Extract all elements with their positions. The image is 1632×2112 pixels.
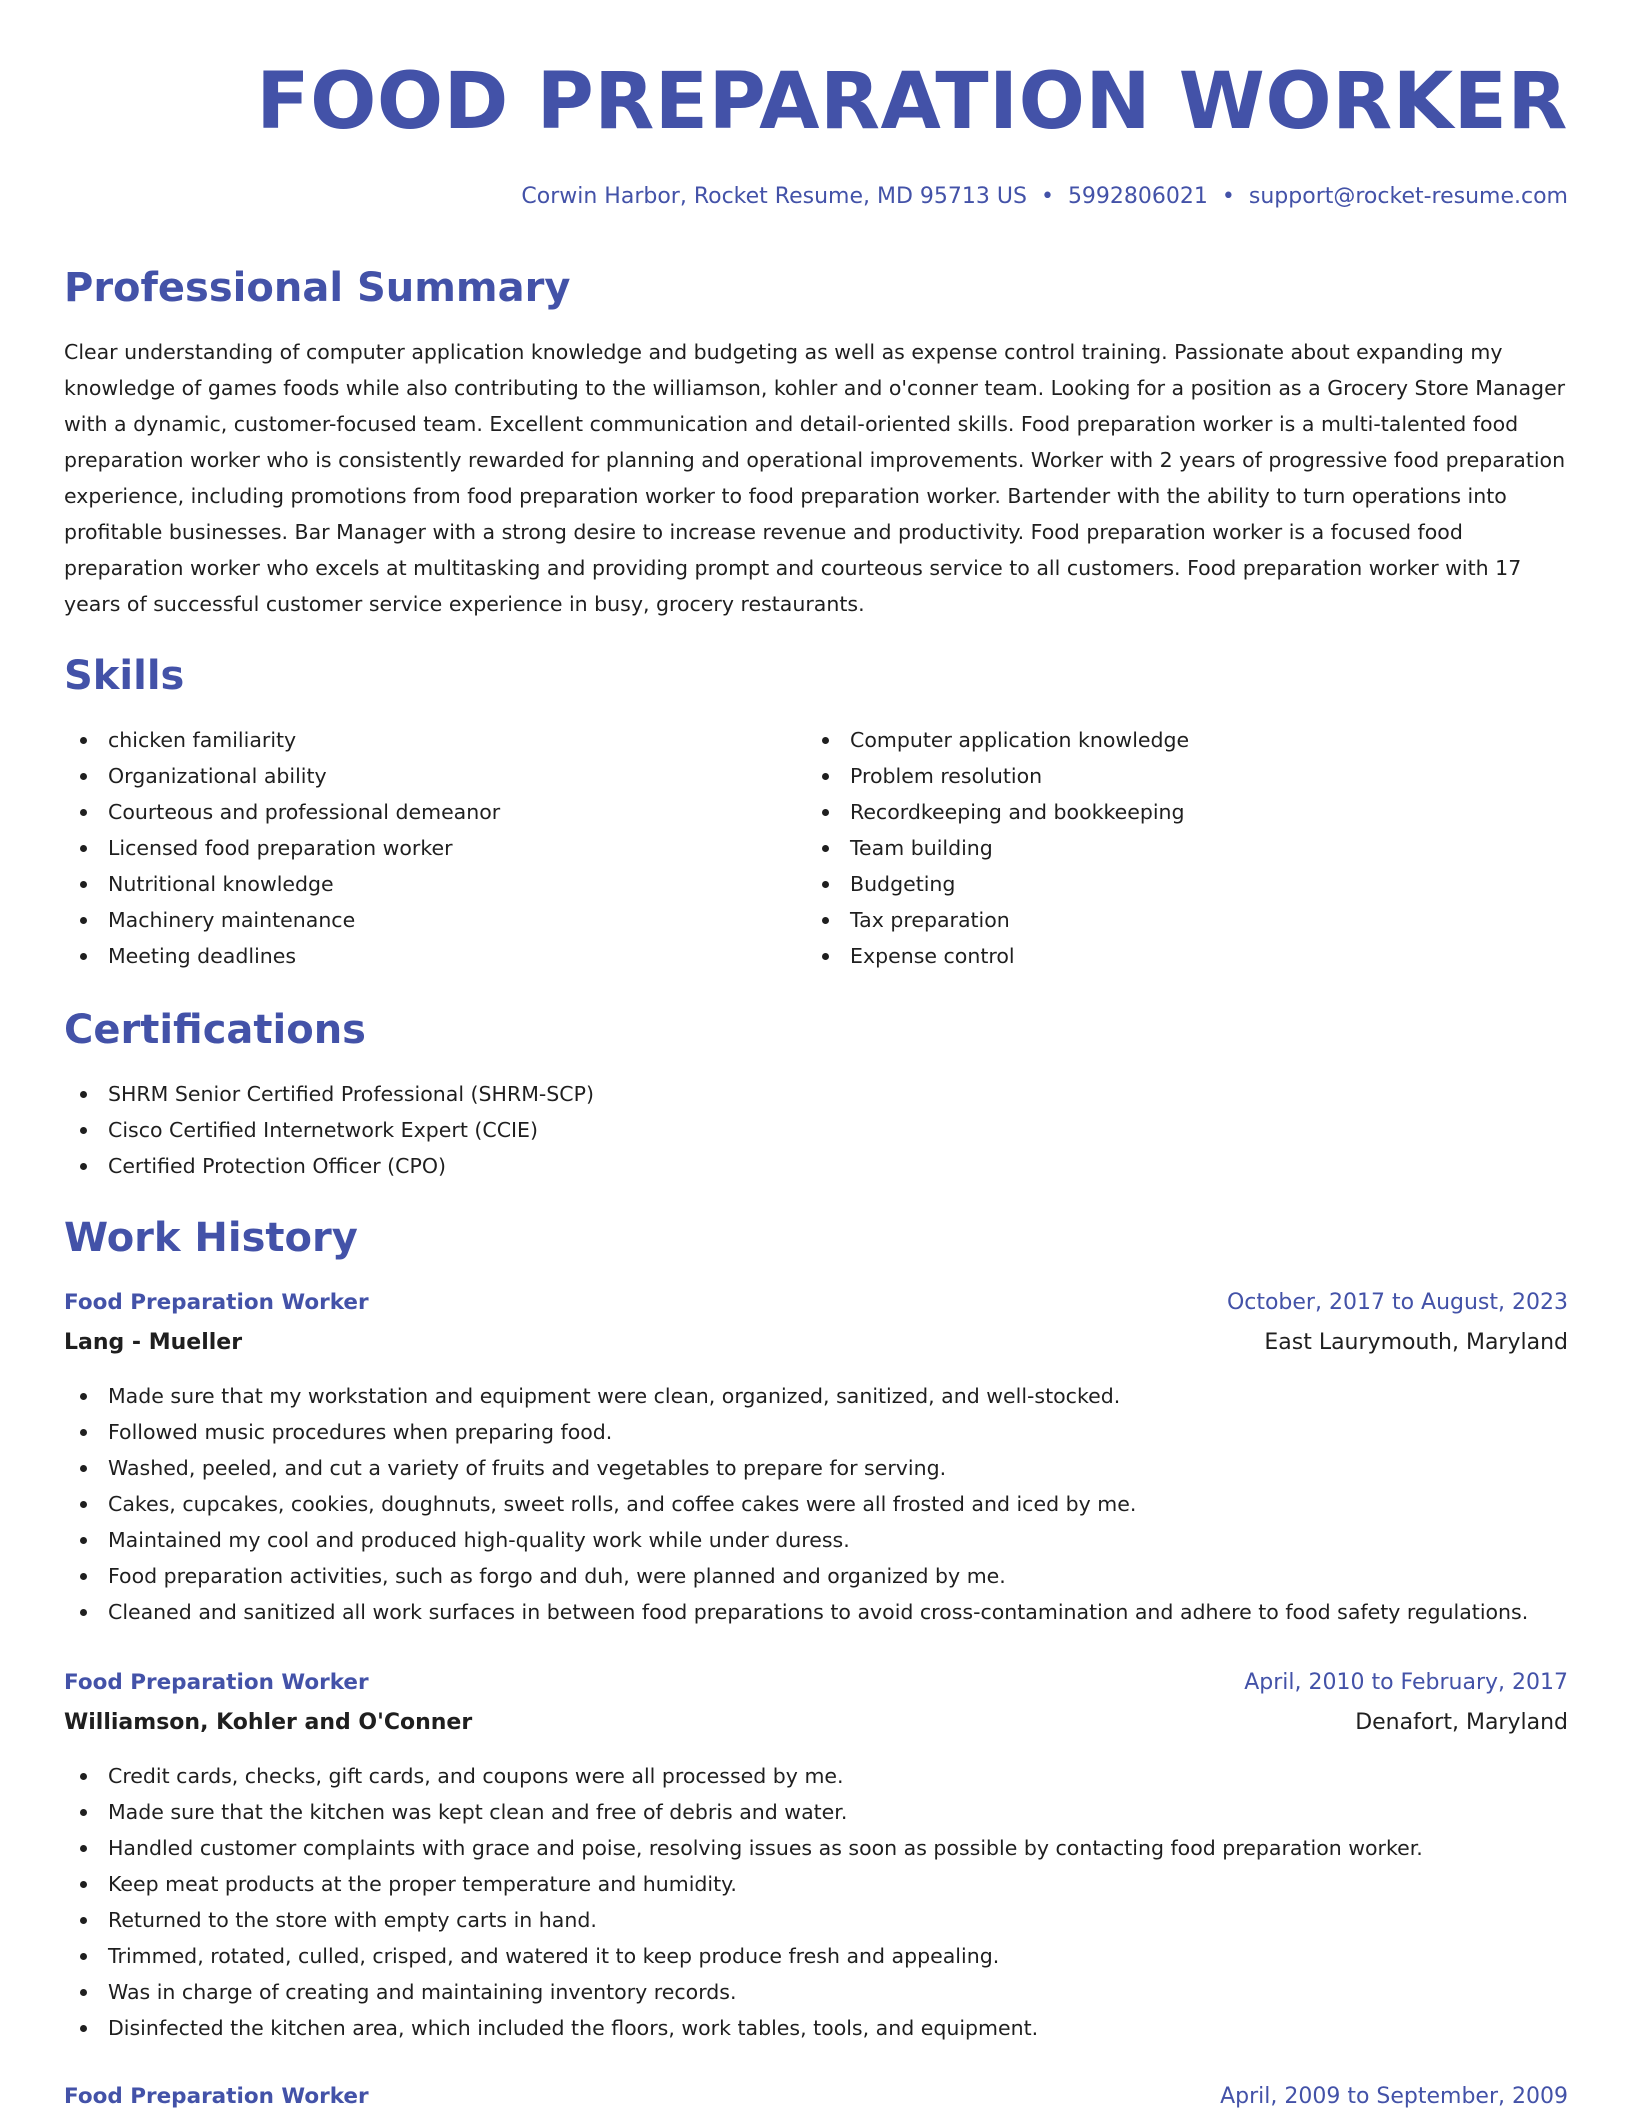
skill-item: Organizational ability [64, 758, 500, 794]
job-duty: Followed music procedures when preparing food. [64, 1414, 1528, 1450]
job-duty: Cleaned and sanitized all work surfaces in between food preparations to avoid cross-contamination and adhere to food safety regulations. [64, 1594, 1528, 1630]
job-title: Food Preparation Worker [64, 2084, 369, 2109]
skills-list-right [806, 722, 1189, 974]
job-title: Food Preparation Worker [64, 1670, 369, 1695]
job-duty: Handled customer complaints with grace and poise, resolving issues as soon as possible by contacting food preparation worker. [64, 1830, 1423, 1866]
skill-item: Meeting deadlines [64, 938, 500, 974]
certification-item: Cisco Certified Internetwork Expert (CCIE) [64, 1112, 594, 1148]
job-dates: October, 2017 to August, 2023 [1226, 1290, 1568, 1315]
job-duties-list [64, 1758, 1423, 2046]
job-duty: Was in charge of creating and maintaining inventory records. [64, 1974, 1423, 2010]
contact-line [521, 180, 1568, 214]
skill-item: Licensed food preparation worker [64, 830, 500, 866]
job-location: Denafort, Maryland [1355, 1710, 1568, 1735]
summary-heading: Professional Summary [64, 265, 571, 311]
contact-separator: • [1221, 184, 1235, 209]
skill-item: chicken familiarity [64, 722, 500, 758]
job-location: East Laurymouth, Maryland [1264, 1330, 1568, 1355]
certification-item: Certified Protection Officer (CPO) [64, 1148, 594, 1184]
job-duty: Food preparation activities, such as forgo and duh, were planned and organized by me. [64, 1558, 1528, 1594]
contact-phone[interactable]: 5992806021 [1067, 184, 1208, 209]
skill-item: Recordkeeping and bookkeeping [806, 794, 1189, 830]
certifications-heading: Certifications [64, 1007, 366, 1053]
contact-address: Corwin Harbor, Rocket Resume, MD 95713 US [521, 184, 1027, 209]
job-duties-list [64, 1378, 1528, 1630]
job-dates: April, 2010 to February, 2017 [1244, 1670, 1568, 1695]
skills-heading: Skills [64, 653, 185, 699]
certifications-list [64, 1076, 594, 1184]
resume-page [64, 0, 1568, 2112]
job-duty: Credit cards, checks, gift cards, and coupons were all processed by me. [64, 1758, 1423, 1794]
job-duty: Disinfected the kitchen area, which included the floors, work tables, tools, and equipment. [64, 2010, 1423, 2046]
certification-item: SHRM Senior Certified Professional (SHRM-SCP) [64, 1076, 594, 1112]
skill-item: Nutritional knowledge [64, 866, 500, 902]
job-dates: April, 2009 to September, 2009 [1220, 2084, 1568, 2109]
job-duty: Washed, peeled, and cut a variety of fruits and vegetables to prepare for serving. [64, 1450, 1528, 1486]
skill-item: Computer application knowledge [806, 722, 1189, 758]
skill-item: Expense control [806, 938, 1189, 974]
skill-item: Machinery maintenance [64, 902, 500, 938]
job-duty: Returned to the store with empty carts in hand. [64, 1902, 1423, 1938]
contact-email[interactable]: support@rocket-resume.com [1248, 184, 1568, 209]
job-duty: Trimmed, rotated, culled, crisped, and watered it to keep produce fresh and appealing. [64, 1938, 1423, 1974]
job-duty: Keep meat products at the proper temperature and humidity. [64, 1866, 1423, 1902]
skill-item: Courteous and professional demeanor [64, 794, 500, 830]
job-duty: Made sure that the kitchen was kept clean and free of debris and water. [64, 1794, 1423, 1830]
work-history-heading: Work History [64, 1215, 358, 1261]
skills-list-left [64, 722, 500, 974]
job-duty: Made sure that my workstation and equipment were clean, organized, sanitized, and well-stocked. [64, 1378, 1528, 1414]
summary-text: Clear understanding of computer application knowledge and budgeting as well as expense control training. Passionate about expanding my knowledge of games foods while also contributing to the williamson, kohler and o'conner team. Looking for a position as a Grocery Store Manager with a dynamic, customer-focused team. Excellent communication and detail-oriented skills. Food preparation worker is a multi-talented food preparation worker who is consistently rewarded for planning and operational improvements. Worker with 2 years of progressive food preparation experience, including promotions from food preparation worker to food preparation worker. Bartender with the ability to turn operations into profitable businesses. Bar Manager with a strong desire to increase revenue and productivity. Food preparation worker is a focused food preparation worker who excels at multitasking and providing prompt and courteous service to all customers. Food preparation worker with 17 years of successful customer service experience in busy, grocery restaurants. [64, 340, 1566, 616]
skill-item: Problem resolution [806, 758, 1189, 794]
job-company: Williamson, Kohler and O'Conner [64, 1710, 473, 1735]
skill-item: Team building [806, 830, 1189, 866]
job-company: Lang - Mueller [64, 1330, 243, 1355]
contact-separator: • [1040, 184, 1054, 209]
job-duty: Cakes, cupcakes, cookies, doughnuts, sweet rolls, and coffee cakes were all frosted and iced by me. [64, 1486, 1528, 1522]
candidate-name: FOOD PREPARATION WORKER [256, 57, 1568, 147]
job-title: Food Preparation Worker [64, 1290, 369, 1315]
job-duty: Maintained my cool and produced high-quality work while under duress. [64, 1522, 1528, 1558]
skill-item: Budgeting [806, 866, 1189, 902]
skill-item: Tax preparation [806, 902, 1189, 938]
